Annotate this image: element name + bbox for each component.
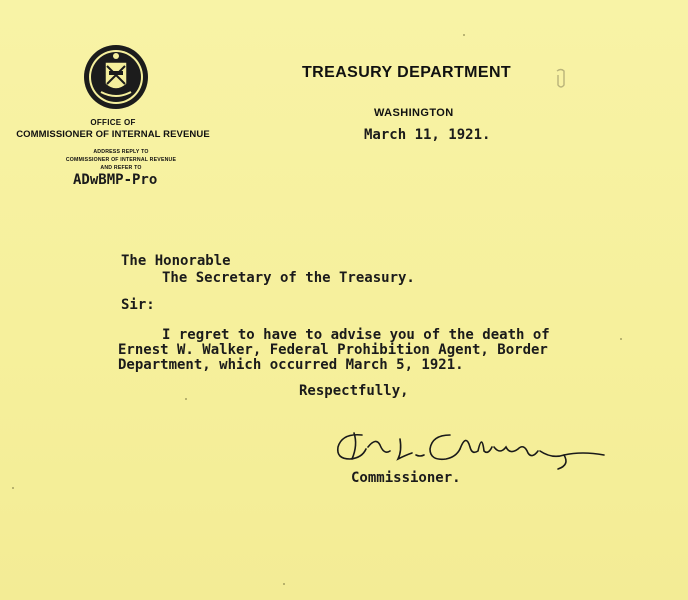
address-reply-office: COMMISSIONER OF INTERNAL REVENUE bbox=[65, 157, 177, 163]
treasury-seal-icon bbox=[83, 44, 149, 110]
paper-speck bbox=[620, 338, 622, 340]
address-reply-label: ADDRESS REPLY TO bbox=[93, 149, 149, 155]
handwritten-signature bbox=[332, 425, 607, 473]
office-of-label: OFFICE OF bbox=[90, 118, 136, 127]
paper-speck bbox=[185, 398, 187, 400]
reference-code: ADwBMP-Pro bbox=[73, 172, 158, 188]
paper-clip-mark bbox=[553, 67, 569, 91]
signer-title: Commissioner. bbox=[351, 470, 461, 486]
recipient-line-2: The Secretary of the Treasury. bbox=[162, 270, 415, 286]
refer-to-label: AND REFER TO bbox=[100, 165, 142, 171]
paper-speck bbox=[12, 487, 14, 489]
closing: Respectfully, bbox=[299, 383, 409, 399]
paper-speck bbox=[283, 583, 285, 585]
paper-speck bbox=[463, 34, 465, 36]
greeting: Sir: bbox=[121, 297, 155, 313]
body-line-1: I regret to have to advise you of the death of bbox=[162, 327, 550, 343]
city-label: WASHINGTON bbox=[374, 107, 454, 119]
office-name: COMMISSIONER OF INTERNAL REVENUE bbox=[16, 129, 210, 140]
recipient-line-1: The Honorable bbox=[121, 253, 231, 269]
body-line-2: Ernest W. Walker, Federal Prohibition Agent, Border bbox=[118, 342, 548, 358]
department-title: TREASURY DEPARTMENT bbox=[302, 64, 512, 81]
letter-date: March 11, 1921. bbox=[364, 127, 491, 143]
body-line-3: Department, which occurred March 5, 1921. bbox=[118, 357, 464, 373]
